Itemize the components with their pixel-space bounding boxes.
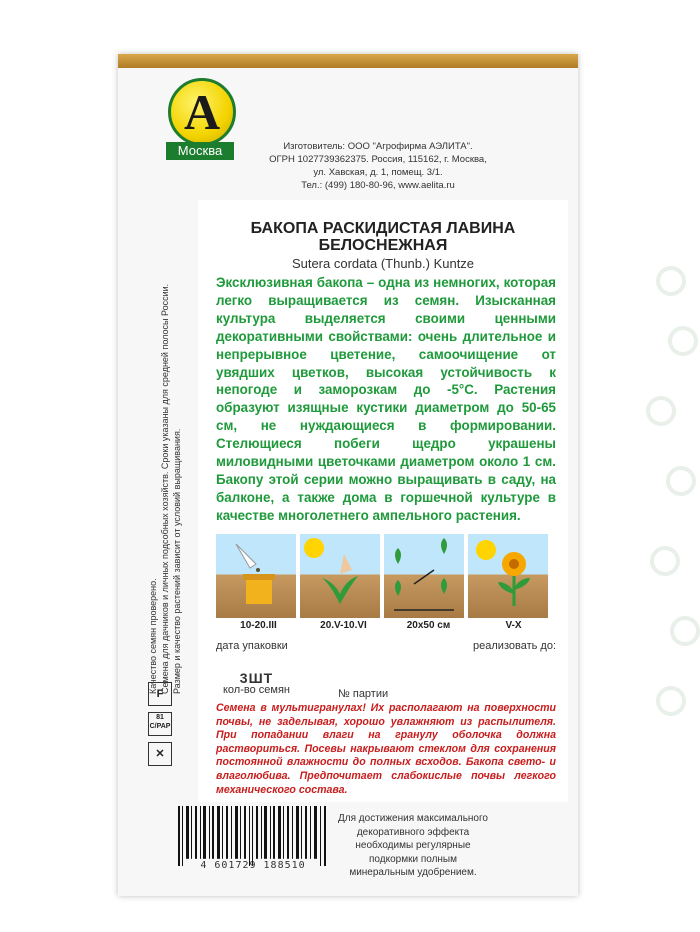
fertilizer-note: Для достижения максимального декоративного эффекта необходимы регулярные подкормки полным минеральным удобрением. <box>338 813 488 878</box>
side-note: Размер и качество растений зависит от условий выращивания. <box>172 428 182 694</box>
maker-line: ОГРН 1027739362375. Россия, 115162, г. Москва, <box>269 154 487 165</box>
batch-label: № партии <box>338 688 389 700</box>
title-line: БЕЛОСНЕЖНАЯ <box>318 237 448 254</box>
step-dates <box>216 620 556 631</box>
count-label: кол-во семян <box>223 684 290 696</box>
transplant-icon <box>300 534 380 618</box>
mark-f: F <box>148 682 172 706</box>
aelita-logo <box>168 78 236 146</box>
flowering-icon <box>468 534 548 618</box>
maker-line: ул. Хавская, д. 1, помещ. 3/1. <box>313 167 443 178</box>
glass-fork-icon: ✕ <box>148 742 172 766</box>
latin-name: Sutera cordata (Thunb.) Kuntze <box>291 256 475 271</box>
manufacturer-info <box>258 140 498 192</box>
maker-line: Тел.: (499) 180-80-96, www.aelita.ru <box>301 180 455 191</box>
step-date: 20.V-10.VI <box>320 620 367 631</box>
step-date: 20x50 см <box>406 620 451 631</box>
spacing-icon <box>384 534 464 618</box>
package-marks <box>148 682 178 772</box>
background-flowers <box>640 270 700 870</box>
barcode <box>178 806 328 866</box>
sowing-warning: Семена в мультигранулах! Их располагают на поверхности почвы, не заделывая, хорошо увлажняют из распылителя. При попадании влаги на гранулу оболочка должна раствориться. Посевы накрывают стеклом для сохранения постоянной влажности до полных всходов. Бакопа свето- и влаголюбива. Предпочитает слабокислые почвы легкого механического состава. <box>216 702 556 796</box>
logo-letter: А <box>183 84 221 140</box>
seed-count <box>223 672 290 696</box>
maker-line: Изготовитель: ООО "Агрофирма АЭЛИТА". <box>283 141 473 152</box>
seed-packet <box>118 54 578 896</box>
step-date: V-X <box>505 620 522 631</box>
step-date: 10-20.III <box>240 620 277 631</box>
description: Эксклюзивная бакопа – одна из немногих, которая легко выращивается из семян. Изысканная культура выделяется своими ценными декоративными свойствами: очень длительное и непрерывное цветение, самоочищение от увядших цветков, высокая устойчивость к непогоде и заморозкам до -5°С. Растения образуют изящные кустики диаметром до 50-65 см, не нуждающиеся в формировании. Стелющиеся побеги щедро украшены миловидными цветочками диаметром около 1 см. Бакопу этой серии можно выращивать в саду, на балконе, а также дома в горшечной культуре в качестве многолетнего ампельного растения. <box>216 275 556 523</box>
recycle-icon: 81 C/PAP <box>148 712 172 736</box>
growing-steps <box>216 534 548 618</box>
barcode-number: 4 601729 188510 <box>200 860 306 871</box>
product-title <box>198 220 568 254</box>
sell-by-label: реализовать до: <box>473 640 556 652</box>
pack-row <box>216 640 556 652</box>
logo-city-label: Москва <box>166 142 234 160</box>
side-note: Качество семян проверено. <box>148 578 158 694</box>
count-value: 3ШТ <box>239 670 274 686</box>
title-line: БАКОПА РАСКИДИСТАЯ ЛАВИНА <box>250 220 516 237</box>
top-strip <box>118 54 578 68</box>
pack-date-label: дата упаковки <box>216 640 288 652</box>
sowing-pot-icon <box>216 534 296 618</box>
info-panel <box>198 200 568 802</box>
side-note: Семена для дачников и личных подсобных хозяйств. Сроки указаны для средней полосы России. <box>160 283 170 694</box>
